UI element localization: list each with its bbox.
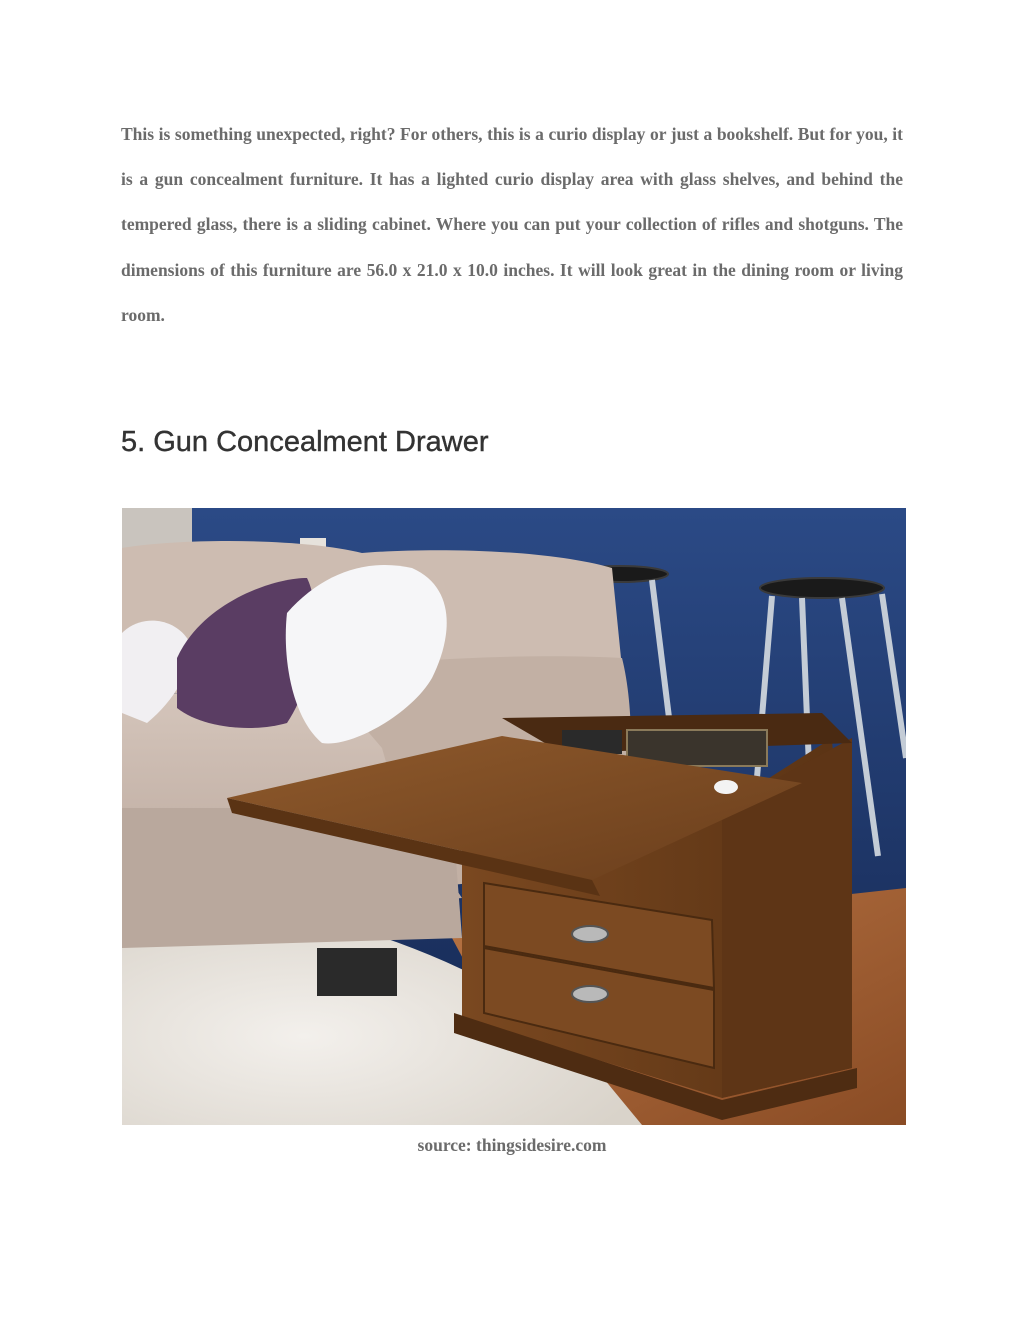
intro-paragraph: This is something unexpected, right? For others, this is a curio display or just a bookshelf. But for you, it is a gun concealment furniture. It has a lighted curio display area with glass shelves, and behind the tempered glass, there is a sliding cabinet. Where you can put your collection of rifles and shotguns. The dimensions of this furniture are 56.0 x 21.0 x 10.0 inches. It will look great in the dining room or living room. (121, 124, 903, 325)
furniture-photo (122, 508, 906, 1125)
section-heading: 5. Gun Concealment Drawer (121, 426, 489, 458)
image-caption: source: thingsidesire.com (417, 1135, 607, 1155)
